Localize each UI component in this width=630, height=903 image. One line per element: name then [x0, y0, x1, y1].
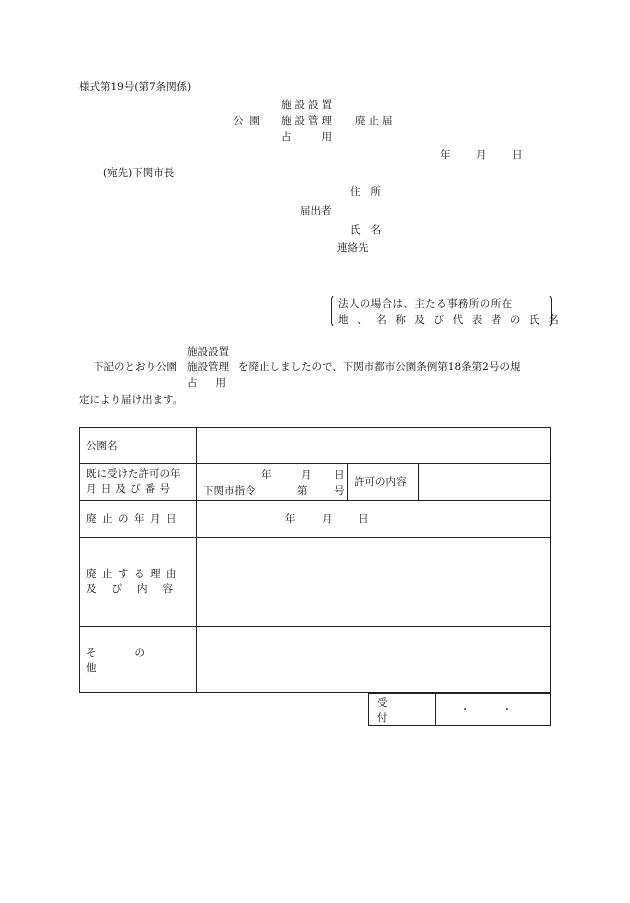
- applicant-address-label: 住所: [350, 186, 391, 198]
- permit-content-label-cell: [348, 464, 419, 501]
- other-value[interactable]: [197, 627, 551, 693]
- permit-day: 日: [334, 469, 345, 481]
- title-abolition-notice: 廃止届: [355, 115, 396, 127]
- abolition-date-label-cell: [80, 501, 197, 538]
- abolition-date-value-cell[interactable]: [197, 501, 551, 538]
- form-number: 様式第19号(第7条関係): [79, 81, 192, 93]
- applicant-contact-label: 連絡先: [337, 242, 369, 254]
- permit-label-cell: [80, 464, 197, 501]
- abolition-date-label: 廃止の年月日: [86, 512, 182, 525]
- permit-number-prefix: 下関市指令: [203, 485, 256, 497]
- body-text-before: 下記のとおり公園: [93, 361, 177, 373]
- abolition-month: 月: [322, 513, 333, 525]
- other-label-cell: [80, 627, 197, 693]
- body-option-occupancy: 占用: [187, 377, 244, 389]
- date-year: 年: [440, 149, 451, 161]
- body-text-after: を廃止しましたので、下関市都市公園条例第18条第2号の規: [238, 361, 521, 373]
- other-label-text: その他: [86, 646, 183, 674]
- title-park: 公園: [233, 115, 266, 127]
- permit-label-line2: 月日及び番号: [86, 483, 175, 495]
- corporation-note-line1: 法人の場合は、主たる事務所の所在: [338, 298, 513, 310]
- permit-number-dai: 第: [297, 485, 308, 497]
- permit-number-go: 号: [334, 485, 345, 497]
- park-name-label-text: 公園名: [86, 440, 118, 452]
- title-option-facility-management: 施設管理: [281, 115, 335, 127]
- reason-label-line2: 及び内容: [86, 583, 188, 595]
- permit-month: 月: [301, 469, 312, 481]
- body-text-line2: 定により届け出ます。: [79, 394, 184, 406]
- date-day: 日: [512, 149, 523, 161]
- permit-year: 年: [261, 469, 272, 481]
- title-option-occupancy: 占用: [281, 131, 362, 143]
- title-option-facility-installation: 施設設置: [281, 99, 335, 111]
- park-name-value[interactable]: [197, 428, 551, 464]
- reception-label-cell: [369, 694, 436, 726]
- reception-date-cell[interactable]: [436, 694, 551, 726]
- permit-date-number-cell[interactable]: [197, 464, 348, 501]
- abolition-year: 年: [285, 513, 296, 525]
- notice-table: [79, 427, 551, 693]
- applicant-notifier-label: 届出者: [300, 205, 332, 217]
- applicant-name-label: 氏名: [350, 224, 391, 236]
- permit-content-label: 許可の内容: [354, 475, 407, 488]
- corporation-note-line2: 地、名称及び代表者の氏名: [338, 314, 568, 326]
- abolition-day: 日: [358, 513, 369, 525]
- park-name-label-cell: [80, 428, 197, 464]
- addressee: (宛先)下関市長: [103, 167, 175, 179]
- other-label: [80, 645, 196, 675]
- body-option-facility-installation: 施設設置: [187, 346, 229, 358]
- reception-box: [368, 693, 551, 726]
- reason-label-line1: 廃止する理由: [86, 568, 182, 580]
- reception-dots: ・ ・: [459, 704, 527, 716]
- park-name-label: [80, 438, 196, 453]
- body-option-facility-management: 施設管理: [187, 361, 229, 373]
- permit-label-line1: 既に受けた許可の年: [86, 468, 181, 480]
- permit-content-value[interactable]: [419, 464, 551, 501]
- reason-label-cell: [80, 538, 197, 627]
- date-month: 月: [476, 149, 487, 161]
- reason-value[interactable]: [197, 538, 551, 627]
- reception-label: 受付: [377, 696, 414, 724]
